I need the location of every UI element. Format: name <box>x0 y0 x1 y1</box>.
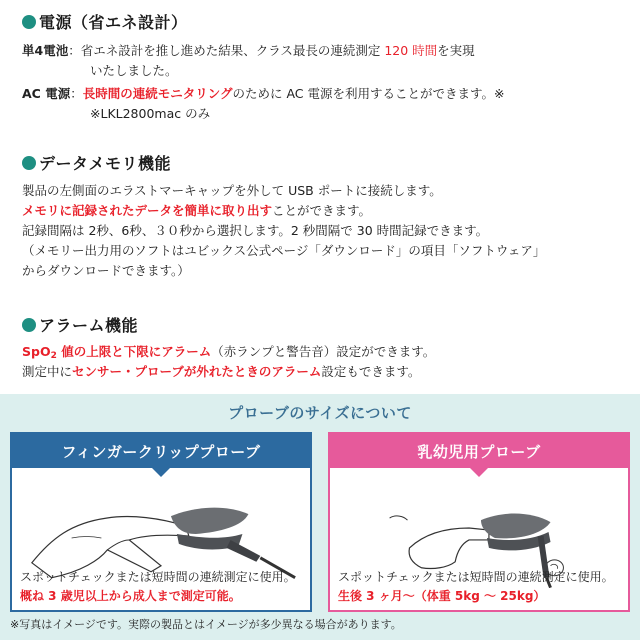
memory-heading-text: データメモリ機能 <box>39 154 172 173</box>
ac-label: AC 電源 <box>22 86 71 101</box>
alarm-heading <box>22 313 138 336</box>
infant-probe-title: 乳幼児用プローブ <box>330 434 628 468</box>
bullet-dot-icon <box>22 15 36 29</box>
memory-line-2-text: ことができます。 <box>272 203 372 218</box>
infant-probe-target: 生後 3 ヶ月～（体重 5kg ～ 25kg） <box>338 589 546 603</box>
alarm-heading-text: アラーム機能 <box>39 316 139 335</box>
memory-line-2 <box>22 202 371 220</box>
bullet-dot-icon <box>22 318 36 332</box>
finger-banner-notch <box>152 468 170 477</box>
battery-label: 単4電池 <box>22 43 69 58</box>
battery-text-end: を実現 <box>437 43 475 58</box>
memory-highlight: メモリに記録されたデータを簡単に取り出す <box>22 203 273 218</box>
alarm-line-2-start: 測定中に <box>22 364 73 379</box>
ac-line <box>22 85 504 103</box>
finger-probe-desc: スポットチェックまたは短時間の連続測定に使用。 <box>20 570 296 584</box>
memory-line-4: （メモリー出力用のソフトはユビックス公式ページ「ダウンロード」の項目「ソフトウェア」 <box>22 243 546 258</box>
probe-size-title: プローブのサイズについて <box>228 404 412 422</box>
finger-probe-card <box>10 432 312 612</box>
finger-probe-target: 概ね 3 歳児以上から成人まで測定可能。 <box>20 589 241 603</box>
probe-off-highlight: センサー・プローブが外れたときのアラーム <box>72 364 322 379</box>
memory-heading <box>22 151 171 174</box>
alarm-line-1-text: （赤ランプと警告音）設定ができます。 <box>211 344 436 359</box>
alarm-line-2 <box>22 363 420 381</box>
battery-text-cont: いたしました。 <box>90 63 178 78</box>
ac-text: のために AC 電源を利用することができます。※ <box>232 86 505 101</box>
bullet-dot-icon <box>22 156 36 170</box>
memory-line-5: からダウンロードできます。） <box>22 263 190 278</box>
memory-line-1: 製品の左側面のエラストマーキャップを外して USB ポートに接続します。 <box>22 183 442 198</box>
ac-note: ※LKL2800mac のみ <box>90 106 211 121</box>
power-heading <box>22 10 188 33</box>
power-heading-text: 電源（省エネ設計） <box>39 13 188 32</box>
footnote: ※写真はイメージです。実際の製品とはイメージが多少異なる場合があります。 <box>10 618 402 631</box>
ac-highlight: 長時間の連続モニタリング <box>82 86 233 101</box>
finger-probe-title: フィンガークリッププローブ <box>12 434 310 468</box>
infant-probe-card <box>328 432 630 612</box>
infant-probe-desc: スポットチェックまたは短時間の連続測定に使用。 <box>338 570 614 584</box>
battery-text: 省エネ設計を推し進めた結果、クラス最長の連続測定 <box>80 43 385 58</box>
spo2-label: SpO <box>22 344 51 359</box>
ac-sep: ： <box>70 86 83 101</box>
alarm-line-1 <box>22 343 435 365</box>
battery-hours: 120 時間 <box>384 43 438 58</box>
battery-sep: ： <box>68 43 81 58</box>
alarm-limit-highlight: 値の上限と下限にアラーム <box>56 344 212 359</box>
infant-banner-notch <box>470 468 488 477</box>
alarm-line-2-end: 設定もできます。 <box>321 364 421 379</box>
spo2-subscript: 2 <box>50 351 57 361</box>
memory-line-3: 記録間隔は 2秒、6秒、３０秒から選択します。2 秒間隔で 30 時間記録できます。 <box>22 223 489 238</box>
battery-line <box>22 42 475 60</box>
